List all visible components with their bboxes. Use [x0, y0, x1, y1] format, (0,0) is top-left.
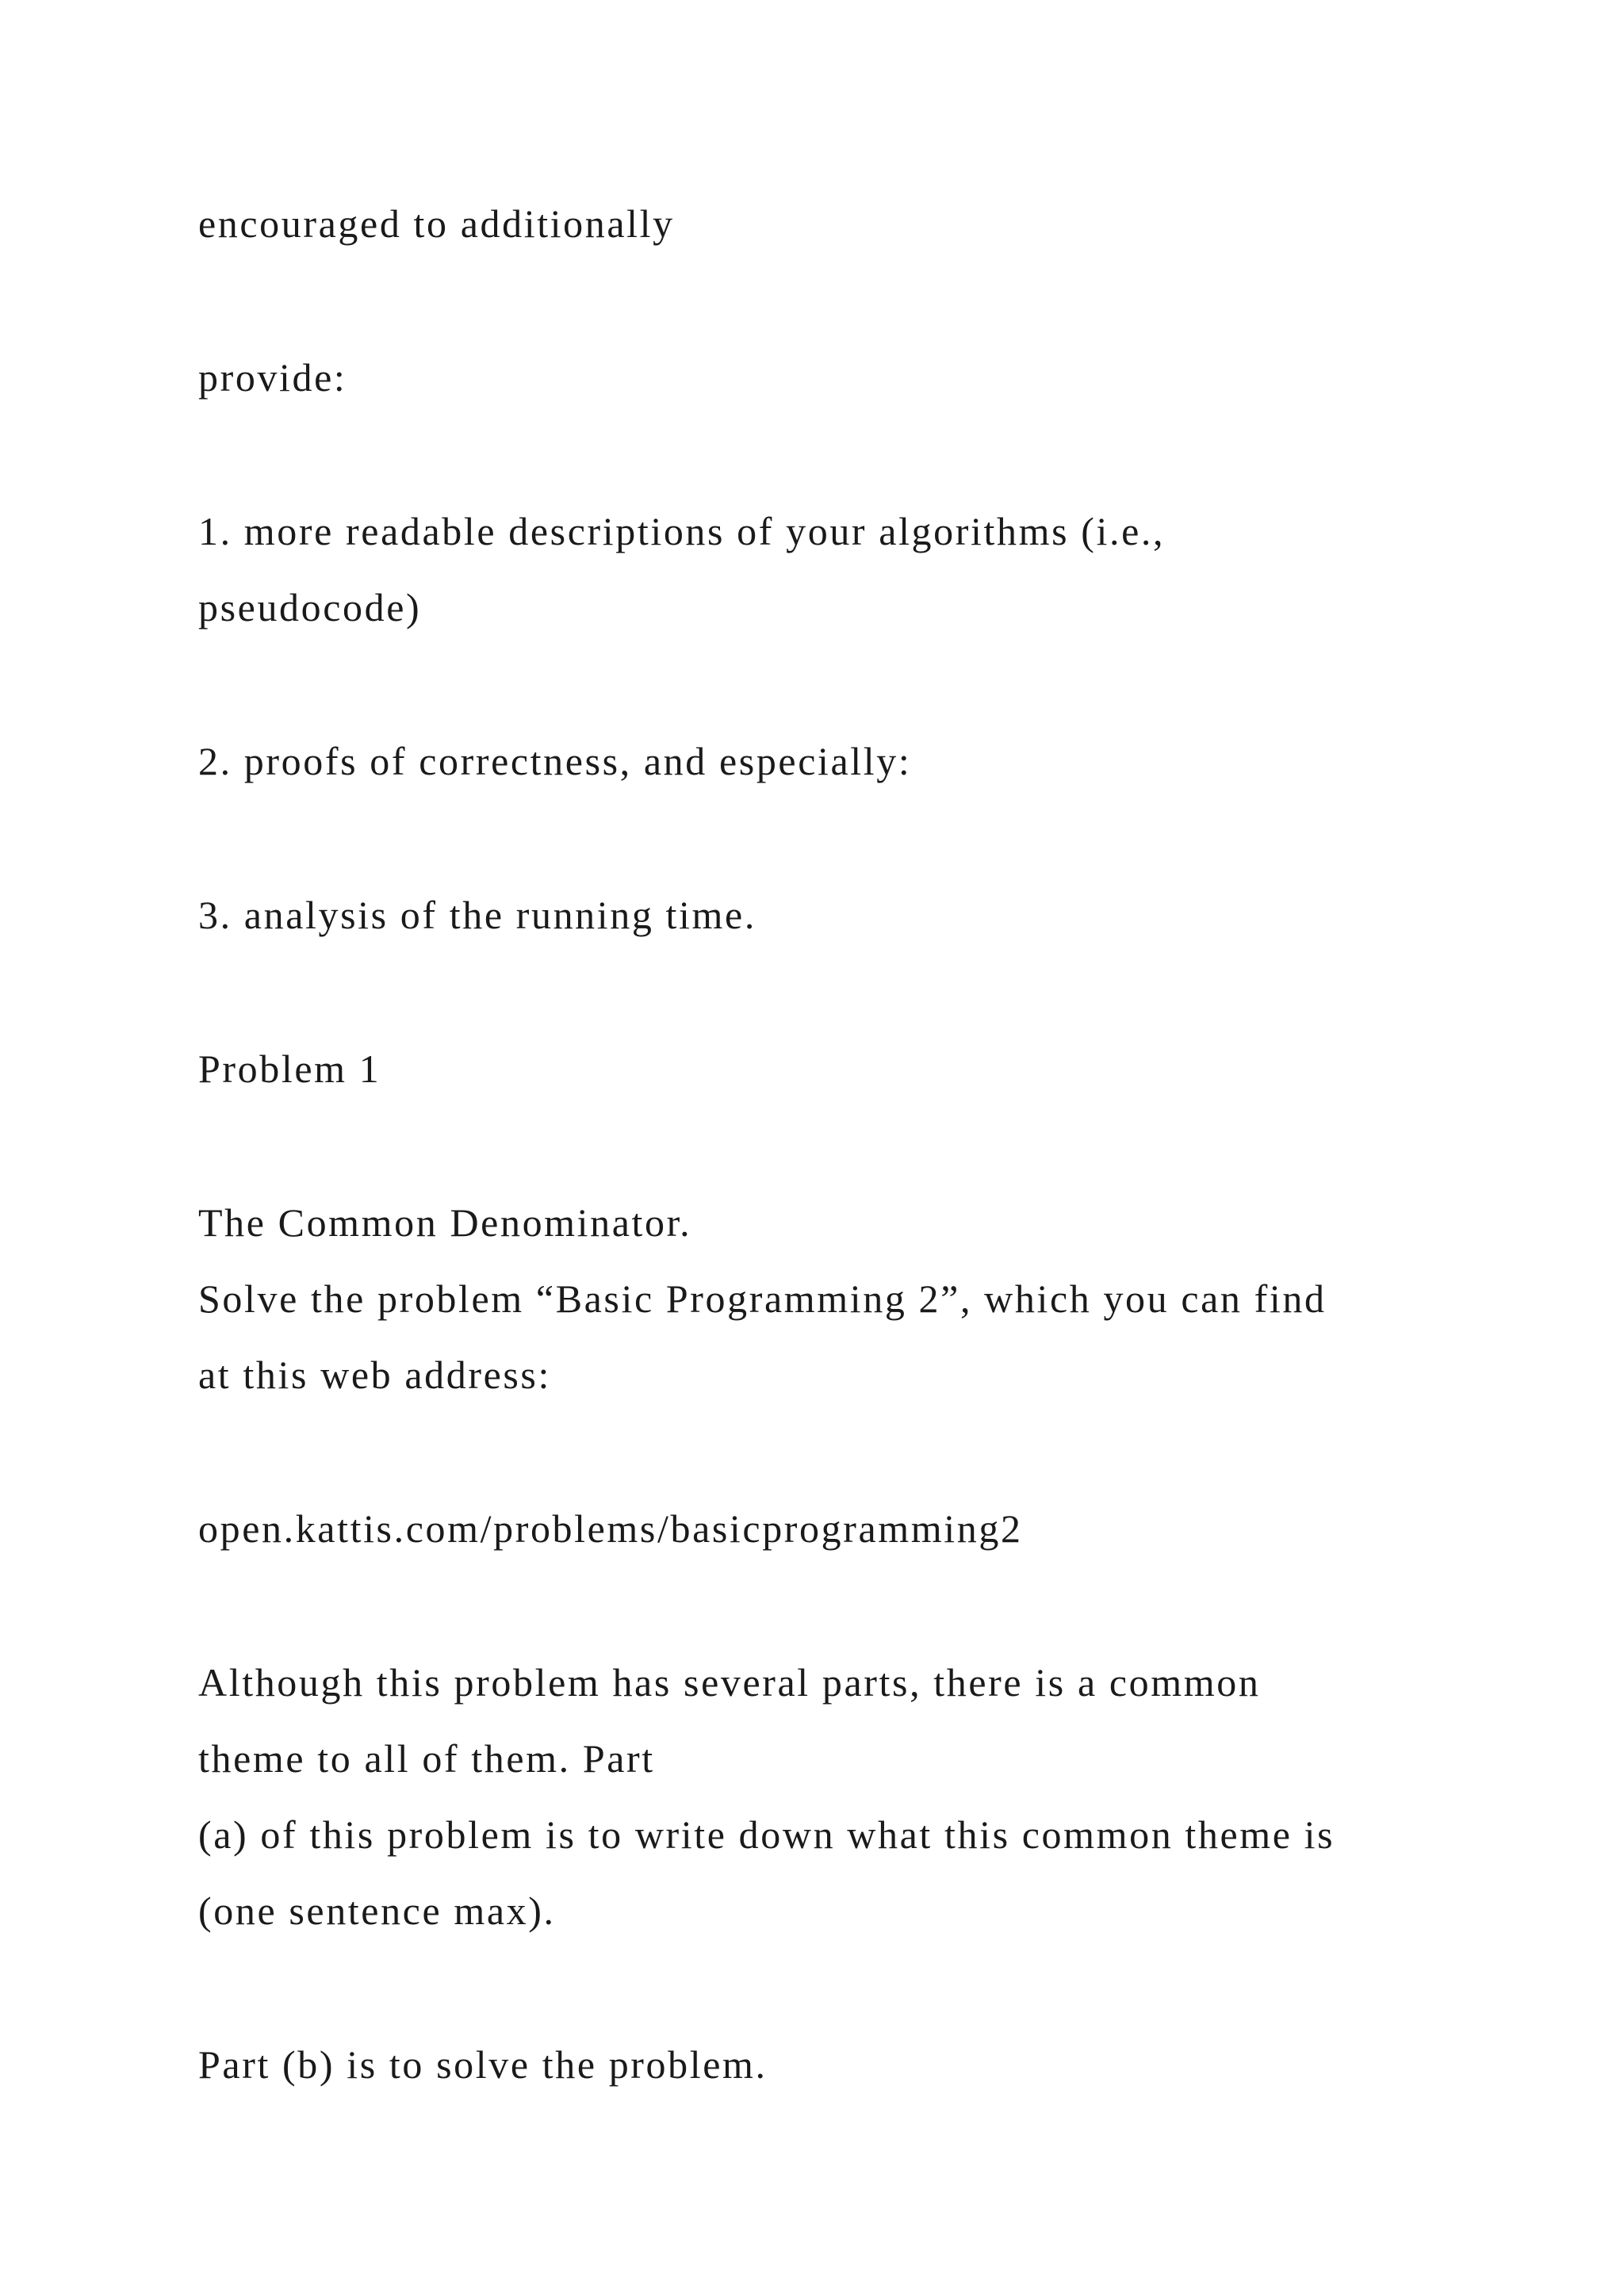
text-line: (a) of this problem is to write down what this common theme is [198, 1812, 1335, 1857]
problem-title: The Common Denominator. [198, 1200, 692, 1245]
text-line: (one sentence max). [198, 1888, 556, 1933]
text-line: Part (b) is to solve the problem. [198, 2042, 768, 2087]
text-line: Solve the problem “Basic Programming 2”, which you can find [198, 1276, 1327, 1321]
text-line: theme to all of them. Part [198, 1736, 655, 1781]
text-line: at this web address: [198, 1353, 551, 1397]
text-line: 1. more readable descriptions of your algorithms (i.e., [198, 509, 1166, 553]
text-line: pseudocode) [198, 585, 422, 629]
text-line: provide: [198, 355, 347, 400]
section-heading: Problem 1 [198, 1047, 381, 1091]
text-line: 2. proofs of correctness, and especially: [198, 739, 912, 783]
text-line: 3. analysis of the running time. [198, 893, 756, 937]
problem-url: open.kattis.com/problems/basicprogramming2 [198, 1506, 1023, 1551]
text-line: encouraged to additionally [198, 201, 675, 246]
text-line: Although this problem has several parts, there is a common [198, 1660, 1261, 1705]
